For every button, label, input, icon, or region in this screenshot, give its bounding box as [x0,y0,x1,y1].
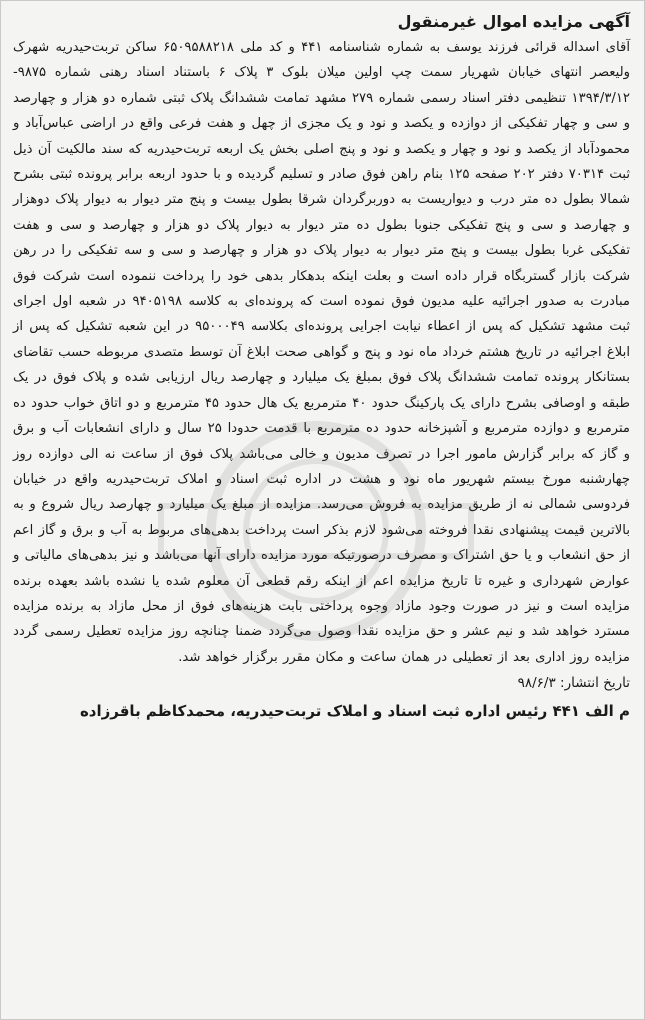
notice-body: آقای اسداله قرائی فرزند یوسف به شماره شناسنامه ۴۴۱ و کد ملی ۶۵۰۹۵۸۸۲۱۸ ساکن تربت‌حیدریه شهرک ولیعصر انتهای خیابان شهریار سمت چپ اولین میلان بلوک ۳ پلاک ۶ باستناد اسناد رهنی شماره ۹۸۷۵- ۱۳۹۴/۳/۱۲ تنظیمی دفتر اسناد رسمی شماره ۲۷۹ مشهد تمامت ششدانگ پلاک ثبتی شماره دو هزار و چهارصد و سی و چهار تفکیکی از دوازده و یکصد و نود و یک مجزی از چهل و هفت فرعی واقع در اراضی عباس‌آباد و محمودآباد از یکصد و نود و چهار و یکصد و نود و پنج اصلی بخش یک اربعه تربت‌حیدریه که سند مالکیت آن ذیل ثبت ۷۰۳۱۴ دفتر ۲۰۲ صفحه ۱۲۵ بنام راهن فوق صادر و تسلیم گردیده و با حدود اربعه برابر پرونده ثبتی بشرح شمالا بطول ده متر درب و دیواریست به دوربرگردان شرقا بطول بیست و پنج متر دیوار به دیوار پلاک دوهزار و چهارصد و سی و پنج تفکیکی جنوبا بطول ده متر دیوار به دیوار پلاک دو هزار و چهارصد و سی و هفت تفکیکی غربا بطول بیست و پنج متر دیوار به دیوار پلاک دو هزار و چهارصد و سی و سه تفکیکی را در رهن شرکت بازار گستربگاه قرار داده است و بعلت اینکه بدهکار بدهی خود را پرداخت ننموده است شرکت فوق مبادرت به صدور اجرائیه علیه مدیون فوق نموده است که پرونده‌ای به کلاسه ۹۴۰۵۱۹۸ در شعبه اول اجرای ثبت مشهد تشکیل که پس از اعطاء نیابت اجرایی پرونده‌ای بکلاسه ۹۵۰۰۰۴۹ در این شعبه تشکیل که پس از ابلاغ اجرائیه در تاریخ هشتم خرداد ماه نود و پنج و گواهی صحت ابلاغ آن توسط متصدی مربوطه حسب تقاضای بستانکار پرونده تمامت ششدانگ پلاک فوق بمبلغ یک میلیارد و چهارصد ریال ارزیابی شده و پلاک فوق در یک طبقه و اوصافی بشرح دارای یک پارکینگ حدود ۴۰ مترمربع یک هال حدود ۴۵ مترمربع و دو اتاق خواب حدود ده مترمربع و دوازده مترمربع و آشپزخانه حدود ده مترمربع با قدمت حدودا ۲۵ سال و دارای انشعابات آب و برق و گاز که برابر گزارش مامور اجرا در تصرف مدیون و خالی می‌باشد پلاک فوق از ساعت نه الی دوازده روز چهارشنبه مورخ بیستم شهریور ماه نود و هشت در اداره ثبت اسناد و املاک تربت‌حیدریه واقع در خیابان فردوسی شمالی نه از طریق مزایده به فروش می‌رسد. مزایده از مبلغ یک میلیارد و چهارصد ریال شروع و به بالاترین قیمت پیشنهادی نقدا فروخته می‌شود لازم بذکر است پرداخت بدهی‌های مربوط به آب و برق و گاز اعم از حق انشعاب و یا حق اشتراک و مصرف درصورتیکه مورد مزایده دارای آنها می‌باشد و نیز بدهی‌های مالیاتی و عوارض شهرداری و غیره تا تاریخ مزایده اعم از اینکه رقم قطعی آن معلوم شده یا نشده باشد بعهده برنده مزایده است و نیز در صورت وجود مازاد وجوه پرداختی بابت هزینه‌های فوق از محل مازاد به برنده مزایده مسترد خواهد شد و نیم عشر و حق مزایده نقدا وصول می‌گردد ضمنا چنانچه روز مزایده تعطیل رسمی گردد مزایده روز اداری بعد از تعطیلی در همان ساعت و مکان مقرر برگزار خواهد شد. [13,40,631,665]
publication-date-label: تاریخ انتشار: [560,675,630,692]
publication-date [13,672,630,694]
notice-title: آگهی مزایده اموال غیرمنقول [397,12,630,31]
publication-date-value: ۹۸/۶/۳ [517,675,556,692]
signature-line: م الف ۴۴۱ رئیس اداره ثبت اسناد و املاک تربت‌حیدریه، محمدکاظم باقرزاده [79,702,630,721]
